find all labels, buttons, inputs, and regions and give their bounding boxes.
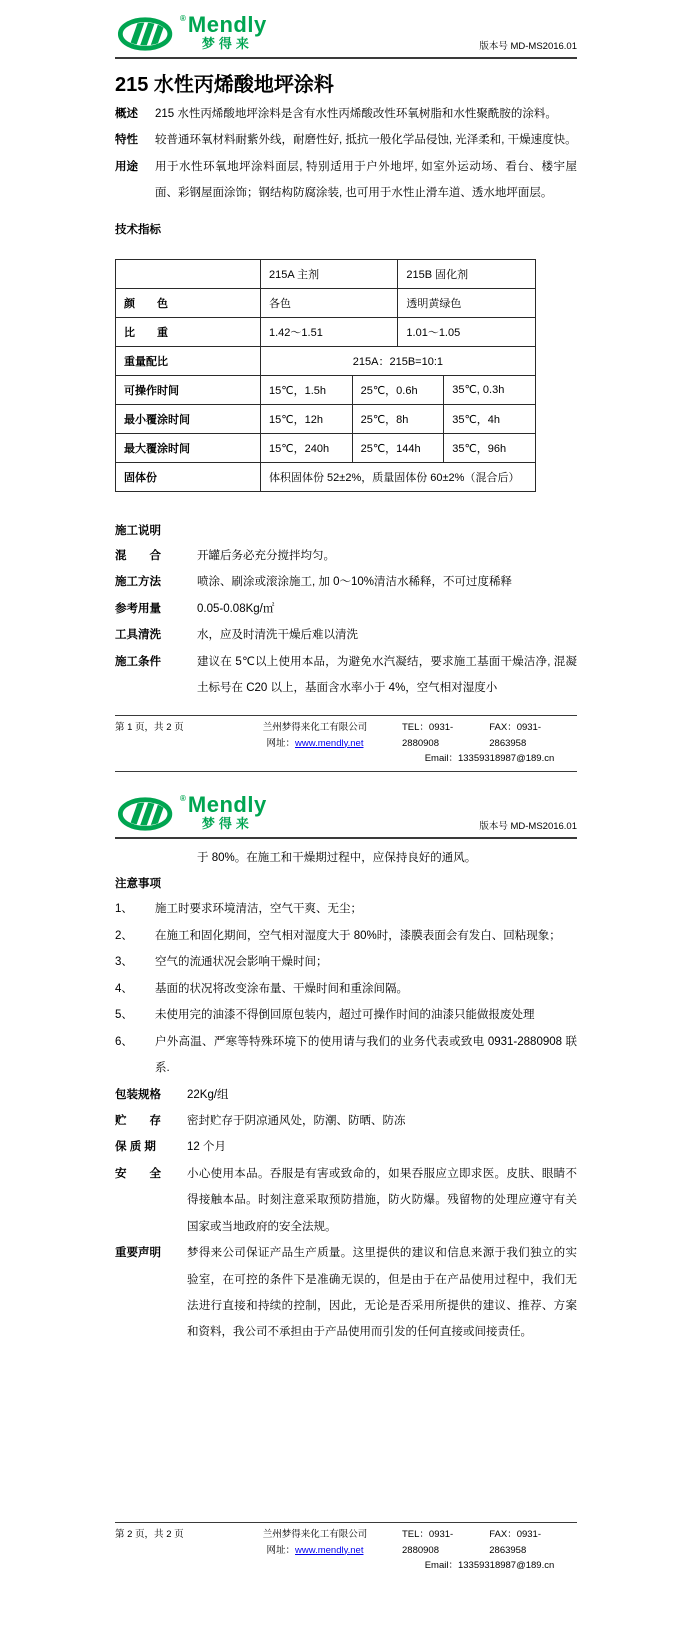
info-row-packaging bbox=[115, 1082, 577, 1108]
info-row-safety bbox=[115, 1161, 577, 1240]
table-row-max-recoat bbox=[116, 433, 536, 462]
row-text: 12 个月 bbox=[187, 1141, 226, 1154]
contact-block bbox=[390, 1527, 577, 1573]
row-label: 最小覆涂时间 bbox=[116, 404, 261, 433]
tel: TEL：0931-2880908 bbox=[402, 1529, 454, 1556]
note-item-1 bbox=[115, 896, 577, 922]
company-name: 兰州梦得来化工有限公司 bbox=[262, 722, 368, 734]
row-text: 0.05-0.08Kg/㎡ bbox=[197, 602, 275, 615]
table-row-color bbox=[116, 288, 536, 317]
table-header-row bbox=[116, 259, 536, 288]
row-label: 重量配比 bbox=[116, 346, 261, 375]
section-features bbox=[115, 127, 577, 153]
website-label: 网址： bbox=[266, 1544, 296, 1556]
website-line bbox=[240, 736, 390, 751]
section-usage bbox=[115, 154, 577, 207]
construction-row-mixing bbox=[115, 543, 577, 569]
note-number: 1、 bbox=[115, 903, 133, 916]
row-text: 小心使用本品。吞服是有害或致命的，如果吞服应立即求医。皮肤、眼睛不得接触本品。时刻注意采取预防措施，防火防爆。残留物的处理应遵守有关国家或当地政府的安全法规。 bbox=[187, 1167, 577, 1233]
logo-wordmark bbox=[188, 794, 267, 830]
website-label: 网址： bbox=[266, 737, 296, 749]
row-text: 开罐后务必充分搅拌均匀。 bbox=[197, 549, 335, 562]
brand-name-chinese: 梦得来 bbox=[201, 36, 253, 51]
email: Email：13359318987@189.cn bbox=[424, 752, 555, 764]
cell-max-recoat-15c: 15℃，240h bbox=[261, 433, 353, 462]
cell-ratio-value: 215A：215B=10:1 bbox=[261, 346, 536, 375]
page-title: 215 水性丙烯酸地坪涂料 bbox=[115, 74, 334, 96]
page-number: 第 2 页，共 2 页 bbox=[115, 1529, 184, 1541]
row-label: 固体份 bbox=[116, 462, 261, 491]
page-1 bbox=[0, 0, 687, 780]
table-row-pot-life bbox=[116, 375, 536, 404]
page-number: 第 1 页，共 2 页 bbox=[115, 722, 184, 734]
cell-max-recoat-35c: 35℃，96h bbox=[444, 433, 536, 462]
cell-gravity-a: 1.42～1.51 bbox=[261, 317, 398, 346]
row-label: 施工条件 bbox=[115, 655, 161, 668]
table-row-solids bbox=[116, 462, 536, 491]
row-label: 比 重 bbox=[116, 317, 261, 346]
construction-row-cleaning bbox=[115, 622, 577, 648]
note-text: 基面的状况将改变涂布量、干燥时间和重涂间隔。 bbox=[155, 982, 408, 995]
note-item-4 bbox=[115, 976, 577, 1002]
section-text: 215 水性丙烯酸地坪涂料是含有水性丙烯酸改性环氧树脂和水性聚酰胺的涂料。 bbox=[155, 108, 557, 120]
cell-color-a: 各色 bbox=[261, 288, 398, 317]
cell-215b-header: 215B 固化剂 bbox=[398, 259, 535, 288]
row-label: 参考用量 bbox=[115, 602, 161, 615]
registered-mark: ® bbox=[180, 794, 186, 803]
contact-block bbox=[390, 720, 577, 766]
row-text: 建议在 5℃以上使用本品，为避免水汽凝结，要求施工基面干燥洁净, 混凝土标号在 C20 以上，基面含水率小于 4%，空气相对湿度小 bbox=[197, 655, 577, 694]
row-label: 贮 存 bbox=[115, 1114, 161, 1127]
note-number: 2、 bbox=[115, 929, 133, 942]
cell-pot-life-15c: 15℃，1.5h bbox=[261, 375, 353, 404]
website-link[interactable]: www.mendly.net bbox=[295, 737, 364, 749]
company-block bbox=[240, 1527, 390, 1557]
tel-fax-line bbox=[402, 720, 577, 750]
row-text: 密封贮存于阴凉通风处，防潮、防晒、防冻 bbox=[187, 1114, 406, 1127]
row-label: 保 质 期 bbox=[115, 1141, 156, 1154]
note-number: 3、 bbox=[115, 956, 133, 969]
row-label: 施工方法 bbox=[115, 576, 161, 589]
note-text: 在施工和固化期间，空气相对湿度大于 80%时，漆膜表面会有发白、回粘现象； bbox=[155, 929, 561, 942]
table-row-ratio bbox=[116, 346, 536, 375]
company-block bbox=[240, 720, 390, 750]
logo-wordmark bbox=[188, 14, 267, 50]
cell-blank bbox=[116, 259, 261, 288]
section-text: 较普通环氧材料耐紫外线，耐磨性好, 抵抗一般化学品侵蚀, 光泽柔和, 干燥速度快。 bbox=[155, 134, 577, 147]
tech-specs-heading: 技术指标 bbox=[115, 223, 161, 236]
section-label: 特性 bbox=[115, 134, 138, 147]
note-text: 未使用完的油漆不得倒回原包装内，超过可操作时间的油漆只能做报废处理 bbox=[155, 1009, 535, 1022]
cell-min-recoat-25c: 25℃，8h bbox=[352, 404, 444, 433]
cell-gravity-b: 1.01～1.05 bbox=[398, 317, 535, 346]
row-text: 22Kg/组 bbox=[187, 1088, 229, 1101]
email: Email：13359318987@189.cn bbox=[424, 1559, 555, 1571]
brand-name: Mendly bbox=[187, 792, 267, 817]
section-overview bbox=[115, 101, 577, 127]
row-label: 颜 色 bbox=[116, 288, 261, 317]
note-text: 空气的流通状况会影响干燥时间； bbox=[155, 956, 328, 969]
note-item-5 bbox=[115, 1002, 577, 1028]
fax: FAX：0931-2863958 bbox=[489, 722, 541, 749]
cell-min-recoat-15c: 15℃，12h bbox=[261, 404, 353, 433]
website-line bbox=[240, 1543, 390, 1558]
cell-solids-value: 体积固体份 52±2%，质量固体份 60±2%（混合后） bbox=[261, 462, 536, 491]
row-text: 水，应及时清洗干燥后难以清洗 bbox=[197, 629, 358, 642]
construction-row-method bbox=[115, 569, 577, 595]
row-label: 工具清洗 bbox=[115, 629, 161, 642]
construction-row-conditions bbox=[115, 649, 577, 702]
cell-215a-header: 215A 主剂 bbox=[261, 259, 398, 288]
tel: TEL：0931-2880908 bbox=[402, 722, 454, 749]
note-item-2 bbox=[115, 923, 577, 949]
cell-pot-life-35c: 35℃, 0.3h bbox=[444, 375, 536, 404]
tech-specs-table bbox=[115, 259, 536, 492]
note-item-3 bbox=[115, 949, 577, 975]
info-row-shelf-life bbox=[115, 1134, 577, 1160]
note-number: 6、 bbox=[115, 1035, 133, 1048]
note-number: 5、 bbox=[115, 1009, 133, 1022]
row-label: 安 全 bbox=[115, 1167, 161, 1180]
construction-row-dosage bbox=[115, 596, 577, 622]
table-row-gravity bbox=[116, 317, 536, 346]
cell-color-b: 透明黄绿色 bbox=[398, 288, 535, 317]
mendly-logo bbox=[115, 794, 267, 834]
version-label: 版本号 MD-MS2016.01 bbox=[479, 41, 577, 52]
mendly-logo bbox=[115, 14, 267, 54]
cell-min-recoat-35c: 35℃，4h bbox=[444, 404, 536, 433]
cell-pot-life-25c: 25℃，0.6h bbox=[352, 375, 444, 404]
mendly-logo-icon bbox=[115, 14, 179, 54]
row-label: 混 合 bbox=[115, 549, 161, 562]
section-label: 用途 bbox=[115, 160, 138, 173]
row-label: 可操作时间 bbox=[116, 375, 261, 404]
website-link[interactable]: www.mendly.net bbox=[295, 1544, 364, 1556]
note-item-6 bbox=[115, 1029, 577, 1082]
row-label: 最大覆涂时间 bbox=[116, 433, 261, 462]
note-number: 4、 bbox=[115, 982, 133, 995]
info-row-disclaimer bbox=[115, 1240, 577, 1346]
table-row-min-recoat bbox=[116, 404, 536, 433]
page2-footer bbox=[115, 1522, 577, 1578]
construction-heading: 施工说明 bbox=[115, 524, 161, 537]
row-label: 包装规格 bbox=[115, 1088, 161, 1101]
note-text: 施工时要求环境清洁，空气干爽、无尘； bbox=[155, 903, 362, 916]
brand-name: Mendly bbox=[187, 12, 267, 37]
section-label: 概述 bbox=[115, 108, 138, 120]
version-label: 版本号 MD-MS2016.01 bbox=[479, 821, 577, 832]
continuation-text: 于 80%。在施工和干燥期过程中，应保持良好的通风。 bbox=[197, 852, 477, 864]
section-text: 用于水性环氧地坪涂料面层, 特别适用于户外地坪, 如室外运动场、看台、楼宇屋面、彩钢屋面涂饰；钢结构防腐涂装, 也可用于水性止滑车道、透水地坪面层。 bbox=[155, 160, 577, 200]
tel-fax-line bbox=[402, 1527, 577, 1557]
cell-max-recoat-25c: 25℃，144h bbox=[352, 433, 444, 462]
note-text: 户外高温、严寒等特殊环境下的使用请与我们的业务代表或致电 0931-2880908 联系. bbox=[155, 1035, 577, 1075]
mendly-logo-icon bbox=[115, 794, 179, 834]
row-text: 喷涂、刷涂或滚涂施工, 加 0～10%清洁水稀释，不可过度稀释 bbox=[197, 576, 512, 589]
row-label: 重要声明 bbox=[115, 1247, 161, 1260]
page2-header bbox=[115, 780, 577, 839]
company-name: 兰州梦得来化工有限公司 bbox=[262, 1529, 368, 1541]
brand-name-chinese: 梦得来 bbox=[201, 816, 253, 831]
registered-mark: ® bbox=[180, 14, 186, 23]
notes-heading: 注意事项 bbox=[115, 878, 161, 891]
fax: FAX：0931-2863958 bbox=[489, 1529, 541, 1556]
row-text: 梦得来公司保证产品生产质量。这里提供的建议和信息来源于我们独立的实验室，在可控的条件下是准确无误的，但是由于在产品使用过程中，我们无法进行直接和持续的控制，因此，无论是否采用所提供的建议、推荐、方案和资料，我公司不承担由于产品使用而引发的任何直接或间接责任。 bbox=[187, 1247, 577, 1339]
page1-header bbox=[115, 0, 577, 59]
page1-footer bbox=[115, 715, 577, 772]
page-2 bbox=[0, 780, 687, 1638]
info-row-storage bbox=[115, 1108, 577, 1134]
